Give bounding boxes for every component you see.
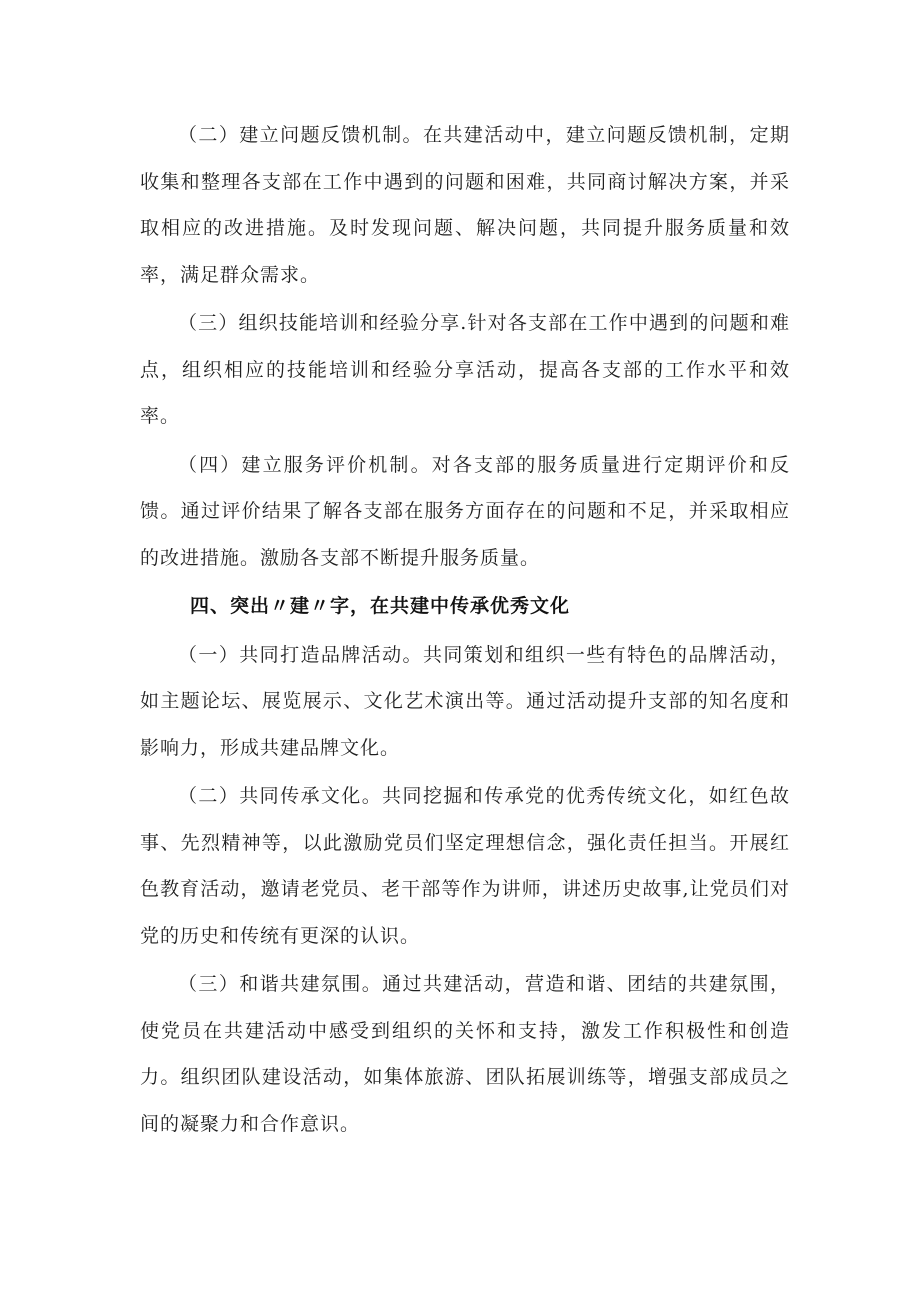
paragraph-skills-training: （三）组织技能培训和经验分享.针对各支部在工作中遇到的问题和难点，组织相应的技能培训和经验分享活动，提高各支部的工作水平和效率。 (140, 312, 790, 427)
section-heading-culture: 四、突出〃建〃字，在共建中传承优秀文化 (190, 595, 571, 617)
paragraph-brand-activities: （一）共同打造品牌活动。共同策划和组织一些有特色的品牌活动，如主题论坛、展览展示、文化艺术演出等。通过活动提升支部的知名度和影响力，形成共建品牌文化。 (140, 643, 790, 759)
paragraph-service-evaluation: （四）建立服务评价机制。对各支部的服务质量进行定期评价和反馈。通过评价结果了解各支部在服务方面存在的问题和不足，并采取相应的改进措施。激励各支部不断提升服务质量。 (140, 453, 790, 569)
paragraph-culture-heritage: （二）共同传承文化。共同挖掘和传承党的优秀传统文化，如红色故事、先烈精神等，以此激励党员们坚定理想信念，强化责任担当。开展红色教育活动，邀请老党员、老干部等作为讲师，讲述历史故事,让党员们对党的历史和传统有更深的认识。 (140, 785, 790, 947)
paragraph-harmonious-atmosphere: （三）和谐共建氛围。通过共建活动，营造和谐、团结的共建氛围，使党员在共建活动中感受到组织的关怀和支持，激发工作积极性和创造力。组织团队建设活动，如集体旅游、团队拓展训练等，增强支部成员之间的凝聚力和合作意识。 (140, 973, 790, 1135)
document-body (140, 112, 790, 1149)
paragraph-feedback-mechanism: （二）建立问题反馈机制。在共建活动中，建立问题反馈机制，定期收集和整理各支部在工作中遇到的问题和困难，共同商讨解决方案，并采取相应的改进措施。及时发现问题、解决问题，共同提升服务质量和效率，满足群众需求。 (140, 124, 790, 286)
